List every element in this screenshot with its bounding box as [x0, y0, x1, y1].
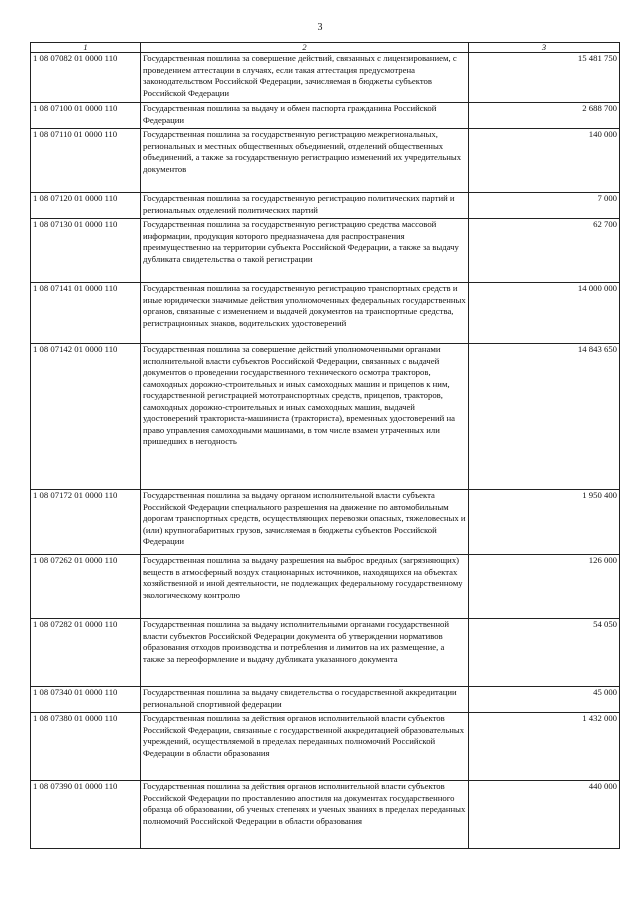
- budget-code: 1 08 07390 01 0000 110: [31, 781, 141, 849]
- budget-code: 1 08 07282 01 0000 110: [31, 619, 141, 687]
- table-row: [31, 53, 620, 103]
- amount: 62 700: [469, 219, 620, 283]
- revenue-description: Государственная пошлина за выдачу органом исполнительной власти субъекта Российской Федерации специального разрешения на движение по автомобильным дорогам транспортных средств, осуществляющих перевозки опасных, тяжеловесных и (или) крупногабаритных грузов, зачисляемая в бюджеты субъектов Российской Федерации: [141, 490, 469, 555]
- table-row: [31, 713, 620, 781]
- revenue-description: Государственная пошлина за выдачу исполнительными органами государственной власти субъектов Российской Федерации документа об утверждении нормативов образования отходов производства и потребления и лимитов на их размещение, а также за переоформление и выдачу дубликата указанного документа: [141, 619, 469, 687]
- table-row: [31, 555, 620, 619]
- budget-code: 1 08 07262 01 0000 110: [31, 555, 141, 619]
- revenue-description: Государственная пошлина за выдачу и обмен паспорта гражданина Российской Федерации: [141, 103, 469, 129]
- table-header-row: [31, 43, 620, 53]
- amount: 14 000 000: [469, 283, 620, 344]
- table-row: [31, 781, 620, 849]
- revenue-description: Государственная пошлина за действия органов исполнительной власти субъектов Российской Федерации по проставлению апостиля на документах государственного образца об образовании, об ученых степенях и ученых званиях в пределах переданных полномочий Российской Федерации в области образования: [141, 781, 469, 849]
- column-header-code: 1: [31, 43, 141, 53]
- budget-code: 1 08 07082 01 0000 110: [31, 53, 141, 103]
- budget-code: 1 08 07141 01 0000 110: [31, 283, 141, 344]
- budget-code: 1 08 07380 01 0000 110: [31, 713, 141, 781]
- table-row: [31, 129, 620, 193]
- revenue-description: Государственная пошлина за выдачу свидетельства о государственной аккредитации региональной спортивной федерации: [141, 687, 469, 713]
- budget-code: 1 08 07120 01 0000 110: [31, 193, 141, 219]
- revenue-description: Государственная пошлина за государственную регистрацию средства массовой информации, продукция которого предназначена для распространения преимущественно на территории субъекта Российской Федерации, а также за выдачу дубликата свидетельства о такой регистрации: [141, 219, 469, 283]
- budget-code: 1 08 07172 01 0000 110: [31, 490, 141, 555]
- revenue-description: Государственная пошлина за государственную регистрацию политических партий и региональных отделений политических партий: [141, 193, 469, 219]
- page-number: 3: [317, 22, 323, 33]
- table-row: [31, 490, 620, 555]
- table-row: [31, 219, 620, 283]
- table-row: [31, 619, 620, 687]
- amount: 440 000: [469, 781, 620, 849]
- amount: 7 000: [469, 193, 620, 219]
- revenue-description: Государственная пошлина за государственную регистрацию транспортных средств и иные юридически значимые действия уполномоченных федеральных государственных органов, связанные с изменением и выдачей документов на транспортные средства, регистрационных знаков, водительских удостоверений: [141, 283, 469, 344]
- table-row: [31, 103, 620, 129]
- revenue-description: Государственная пошлина за выдачу разрешения на выброс вредных (загрязняющих) веществ в атмосферный воздух стационарных источников, находящихся на объектах хозяйственной и иной деятельности, не подлежащих федеральному государственному экологическому контролю: [141, 555, 469, 619]
- budget-table: [30, 42, 620, 849]
- column-header-amount: 3: [469, 43, 620, 53]
- column-header-description: 2: [141, 43, 469, 53]
- amount: 14 843 650: [469, 344, 620, 490]
- amount: 2 688 700: [469, 103, 620, 129]
- amount: 45 000: [469, 687, 620, 713]
- table-row: [31, 344, 620, 490]
- amount: 54 050: [469, 619, 620, 687]
- revenue-description: Государственная пошлина за государственную регистрацию межрегиональных, региональных и местных общественных объединений, отделений общественных объединений, а также за государственную регистрацию изменений их учредительных документов: [141, 129, 469, 193]
- budget-code: 1 08 07340 01 0000 110: [31, 687, 141, 713]
- revenue-description: Государственная пошлина за совершение действий уполномоченными органами исполнительной власти субъектов Российской Федерации, связанных с выдачей документов о проведении государственного технического осмотра тракторов, самоходных дорожно-строительных и иных самоходных машин и прицепов к ним, государственной регистрацией мототранспортных средств, прицепов, тракторов, самоходных дорожно-строительных и иных самоходных машин, выдачей удостоверений тракториста-машиниста (тракториста), временных удостоверений на право управления самоходными машинами, в том числе взамен утраченных или пришедших в негодность: [141, 344, 469, 490]
- amount: 1 950 400: [469, 490, 620, 555]
- table-row: [31, 193, 620, 219]
- revenue-description: Государственная пошлина за совершение действий, связанных с лицензированием, с проведением аттестации в случаях, если такая аттестация предусмотрена законодательством Российской Федерации, зачисляемая в бюджеты субъектов Российской Федерации: [141, 53, 469, 103]
- table-row: [31, 283, 620, 344]
- amount: 140 000: [469, 129, 620, 193]
- amount: 1 432 000: [469, 713, 620, 781]
- amount: 126 000: [469, 555, 620, 619]
- amount: 15 481 750: [469, 53, 620, 103]
- budget-code: 1 08 07130 01 0000 110: [31, 219, 141, 283]
- revenue-description: Государственная пошлина за действия органов исполнительной власти субъектов Российской Федерации, связанные с государственной аккредитацией образовательных учреждений, осуществляемой в пределах переданных полномочий Российской Федерации в области образования: [141, 713, 469, 781]
- budget-code: 1 08 07100 01 0000 110: [31, 103, 141, 129]
- budget-code: 1 08 07142 01 0000 110: [31, 344, 141, 490]
- table-row: [31, 687, 620, 713]
- budget-code: 1 08 07110 01 0000 110: [31, 129, 141, 193]
